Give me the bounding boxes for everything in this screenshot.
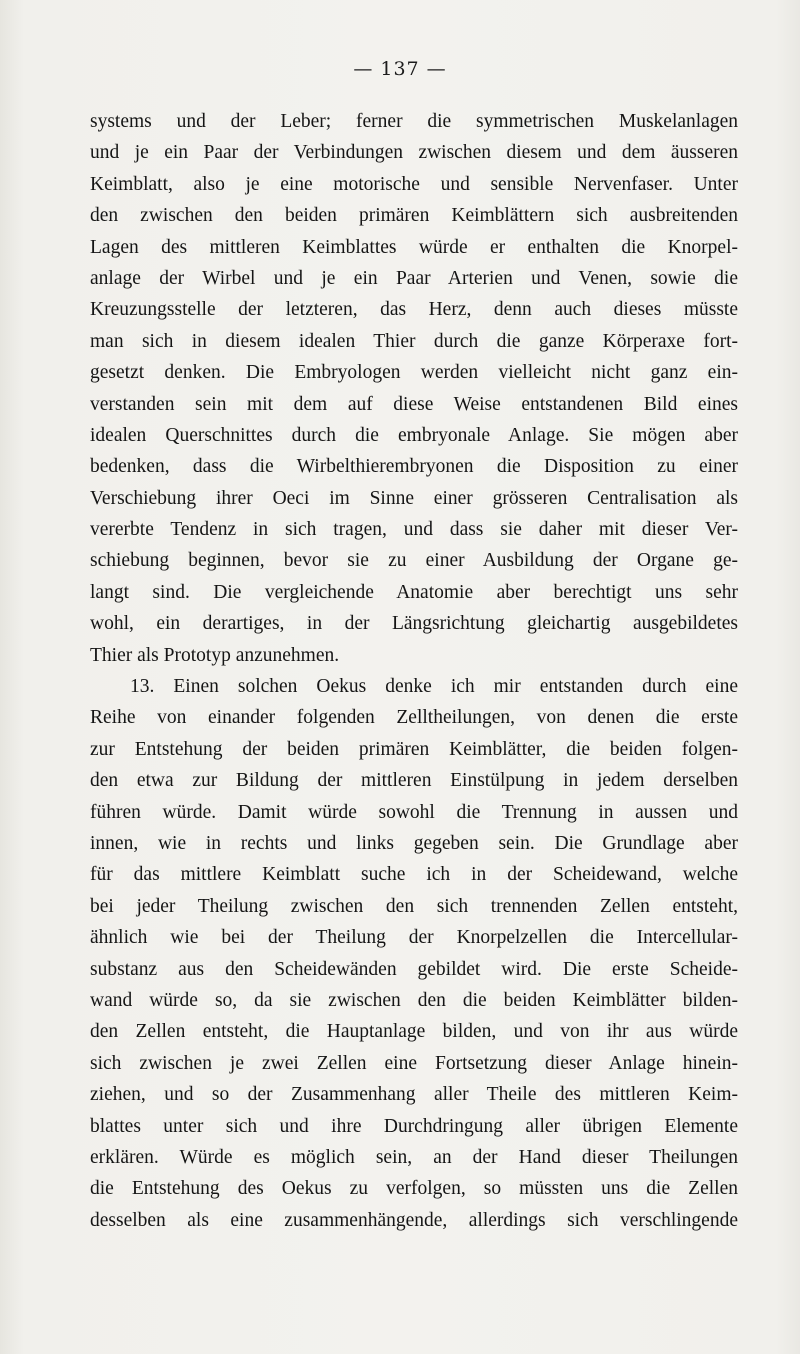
text-line: bei jeder Theilung zwischen den sich trennenden Zellen entsteht, <box>90 895 738 917</box>
text-line: und je ein Paar der Verbindungen zwischen diesem und dem äusseren <box>90 142 738 164</box>
text-line: Keimblatt, also je eine motorische und sensible Nervenfaser. Unter <box>90 173 738 195</box>
text-line: erklären. Würde es möglich sein, an der Hand dieser Theilungen <box>90 1146 738 1168</box>
text-line: führen würde. Damit würde sowohl die Trennung in aussen und <box>90 801 738 823</box>
text-line: ziehen, und so der Zusammenhang aller Theile des mittleren Keim- <box>90 1084 738 1106</box>
text-line: gesetzt denken. Die Embryologen werden vielleicht nicht ganz ein- <box>90 362 738 384</box>
text-line: langt sind. Die vergleichende Anatomie aber berechtigt uns sehr <box>90 581 738 603</box>
section-13-first-line: 13. Einen solchen Oekus denke ich mir entstanden durch eine <box>130 676 738 698</box>
text-line: idealen Querschnittes durch die embryonale Anlage. Sie mögen aber <box>90 424 738 446</box>
text-line: wand würde so, da sie zwischen den die beiden Keimblätter bilden- <box>90 989 738 1011</box>
text-line: Lagen des mittleren Keimblattes würde er enthalten die Knorpel- <box>90 236 738 258</box>
text-line: Thier als Prototyp anzunehmen. <box>90 644 340 666</box>
text-line: wohl, ein derartiges, in der Längsrichtung gleichartig ausgebildetes <box>90 613 738 635</box>
text-line: Reihe von einander folgenden Zelltheilungen, von denen die erste <box>90 707 738 729</box>
text-line: vererbte Tendenz in sich tragen, und dass sie daher mit dieser Ver- <box>90 519 738 541</box>
text-line: für das mittlere Keimblatt suche ich in der Scheidewand, welche <box>90 864 738 886</box>
text-line: substanz aus den Scheidewänden gebildet wird. Die erste Scheide- <box>90 958 738 980</box>
text-line: den Zellen entsteht, die Hauptanlage bilden, und von ihr aus würde <box>90 1021 738 1043</box>
text-line: verstanden sein mit dem auf diese Weise entstandenen Bild eines <box>90 393 738 415</box>
text-line: Verschiebung ihrer Oeci im Sinne einer grösseren Centralisation als <box>90 487 738 509</box>
text-line: ähnlich wie bei der Theilung der Knorpelzellen die Intercellular- <box>90 927 738 949</box>
text-line: sich zwischen je zwei Zellen eine Fortsetzung dieser Anlage hinein- <box>90 1052 738 1074</box>
text-line: anlage der Wirbel und je ein Paar Arterien und Venen, sowie die <box>90 267 738 289</box>
text-line: desselben als eine zusammenhängende, allerdings sich verschlingende <box>90 1209 738 1231</box>
text-line: bedenken, dass die Wirbelthierembryonen die Disposition zu einer <box>90 456 738 478</box>
text-line: schiebung beginnen, bevor sie zu einer Ausbildung der Organe ge- <box>90 550 738 572</box>
text-line: Kreuzungsstelle der letzteren, das Herz, denn auch dieses müsste <box>90 299 738 321</box>
text-line: man sich in diesem idealen Thier durch die ganze Körperaxe fort- <box>90 330 738 352</box>
text-line: innen, wie in rechts und links gegeben sein. Die Grundlage aber <box>90 832 738 854</box>
body-text <box>90 106 738 1236</box>
page-number: — 137 — <box>353 58 447 80</box>
text-line: die Entstehung des Oekus zu verfolgen, so müssten uns die Zellen <box>90 1178 738 1200</box>
text-line: den zwischen den beiden primären Keimblättern sich ausbreitenden <box>90 205 738 227</box>
text-line: systems und der Leber; ferner die symmetrischen Muskelanlagen <box>90 111 738 132</box>
text-line: blattes unter sich und ihre Durchdringung aller übrigen Elemente <box>90 1115 738 1137</box>
text-line: zur Entstehung der beiden primären Keimblätter, die beiden folgen- <box>90 738 738 760</box>
text-line: den etwa zur Bildung der mittleren Einstülpung in jedem derselben <box>90 770 738 792</box>
